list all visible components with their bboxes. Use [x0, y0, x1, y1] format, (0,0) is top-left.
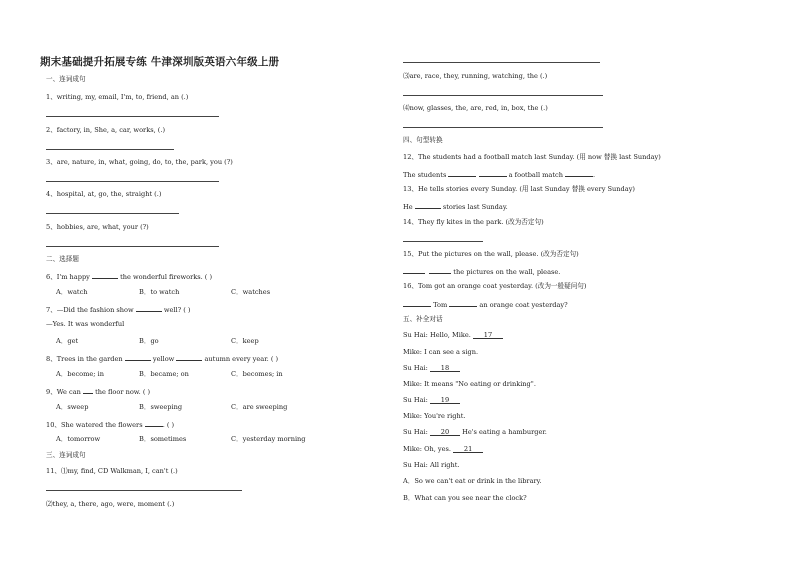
question-8: 8、Trees in the garden yellow autumn every year. ( )	[46, 355, 279, 363]
answer-line[interactable]	[46, 116, 219, 117]
dialog-line: Mike: Oh, yes. 21	[403, 445, 483, 454]
page-title: 期末基础提升拓展专练 牛津深圳版英语六年级上册	[40, 56, 280, 68]
answer-blank[interactable]	[83, 386, 93, 394]
dialog-line: Su Hai: 18	[403, 364, 460, 373]
answer-blank[interactable]	[92, 271, 118, 279]
question-10: 10、She watered the flowers . ( )	[46, 421, 175, 429]
answer-line[interactable]	[46, 181, 219, 182]
answer-blank[interactable]	[565, 169, 593, 177]
option-a[interactable]: A．watch	[56, 288, 88, 296]
question-1: 1、writing, my, email, I'm, to, friend, an (.)	[46, 93, 189, 101]
option-a[interactable]: A．get	[56, 337, 79, 345]
section-heading: 三、连词成句	[46, 451, 86, 459]
question-12-answer: The students a football match .	[403, 171, 596, 179]
answer-blank[interactable]	[429, 266, 451, 274]
question-5: 5、hobbies, are, what, your (?)	[46, 223, 149, 231]
question-12: 12、The students had a football match last Sunday. (用 now 替换 last Sunday)	[403, 153, 661, 161]
option-b[interactable]: B．to watch	[139, 288, 180, 296]
question-15: 15、Put the pictures on the wall, please. (改为否定句)	[403, 250, 579, 258]
option-b[interactable]: B．sweeping	[139, 403, 183, 411]
answer-line[interactable]	[403, 127, 603, 128]
dialog-line: Su Hai: Hello, Mike. 17	[403, 331, 503, 340]
section-heading: 五、补全对话	[403, 315, 443, 323]
option-b[interactable]: B．sometimes	[139, 435, 187, 443]
answer-blank[interactable]	[145, 419, 163, 427]
option-a[interactable]: A．tomorrow	[56, 435, 101, 443]
dialog-option-b[interactable]: B．What can you see near the clock?	[403, 494, 527, 502]
answer-line[interactable]	[46, 490, 242, 491]
section-heading: 四、句型转换	[403, 136, 443, 144]
question-13-answer: He stories last Sunday.	[403, 203, 508, 211]
dialog-line: Mike: It means "No eating or drinking".	[403, 380, 536, 388]
answer-blank[interactable]	[403, 266, 425, 274]
answer-line[interactable]	[403, 62, 600, 63]
answer-blank[interactable]	[125, 353, 151, 361]
answer-line[interactable]	[46, 149, 174, 150]
question-4: 4、hospital, at, go, the, straight (.)	[46, 190, 162, 198]
option-b[interactable]: B．go	[139, 337, 159, 345]
section-heading: 一、连词成句	[46, 75, 86, 83]
question-11-part-2: ⑵they, a, there, ago, were, moment (.)	[46, 500, 175, 508]
option-c[interactable]: C．watches	[231, 288, 271, 296]
question-2: 2、factory, in, She, a, car, works, (.)	[46, 126, 166, 134]
option-b[interactable]: B．became; on	[139, 370, 189, 378]
option-c[interactable]: C．becomes; in	[231, 370, 283, 378]
option-c[interactable]: C．yesterday morning	[231, 435, 306, 443]
answer-blank[interactable]	[448, 169, 476, 177]
answer-blank-17[interactable]: 17	[473, 331, 503, 339]
dialog-line: Mike: I can see a sign.	[403, 348, 479, 356]
answer-blank[interactable]	[449, 299, 477, 307]
question-16-answer: Tom an orange coat yesterday?	[403, 299, 568, 310]
question-9: 9、We can the floor now. ( )	[46, 388, 151, 396]
question-11-part-4: ⑷now, glasses, the, are, red, in, box, the (.)	[403, 104, 548, 112]
dialog-line: Su Hai: All right.	[403, 461, 460, 469]
dialog-line: Su Hai: 20 He's eating a hamburger.	[403, 428, 547, 436]
answer-line[interactable]	[46, 246, 219, 247]
question-7-response: —Yes. It was wonderful	[46, 320, 125, 328]
question-16: 16、Tom got an orange coat yesterday. (改为一般疑问句)	[403, 282, 587, 290]
answer-blank[interactable]	[403, 299, 431, 307]
dialog-option-a[interactable]: A．So we can't eat or drink in the library.	[403, 477, 542, 485]
question-3: 3、are, nature, in, what, going, do, to, the, park, you (?)	[46, 158, 233, 166]
question-11-part-1: 11、⑴my, find, CD Walkman, I, can't (.)	[46, 467, 178, 475]
answer-blank[interactable]	[415, 201, 441, 209]
answer-blank-21[interactable]: 21	[453, 445, 483, 453]
option-c[interactable]: C．keep	[231, 337, 259, 345]
dialog-line: Su Hai: 19	[403, 396, 460, 405]
question-14: 14、They fly kites in the park. (改为否定句)	[403, 218, 544, 226]
question-13: 13、He tells stories every Sunday. (用 last Sunday 替换 every Sunday)	[403, 185, 635, 193]
answer-line[interactable]	[403, 241, 483, 242]
answer-blank[interactable]	[136, 304, 162, 312]
answer-blank-20[interactable]: 20	[430, 428, 460, 436]
question-15-answer: the pictures on the wall, please.	[403, 266, 560, 277]
answer-blank-19[interactable]: 19	[430, 396, 460, 404]
answer-line[interactable]	[403, 95, 603, 96]
option-a[interactable]: A．sweep	[56, 403, 89, 411]
option-c[interactable]: C．are sweeping	[231, 403, 288, 411]
question-6: 6、I'm happy the wonderful fireworks. ( )	[46, 273, 213, 281]
dialog-line: Mike: You're right.	[403, 412, 466, 420]
answer-blank[interactable]	[479, 169, 507, 177]
section-heading: 二、选择题	[46, 255, 79, 263]
answer-line[interactable]	[46, 213, 179, 214]
answer-blank[interactable]	[176, 353, 202, 361]
answer-blank-18[interactable]: 18	[430, 364, 460, 372]
question-11-part-3: ⑶are, race, they, running, watching, the (.)	[403, 72, 548, 80]
option-a[interactable]: A．become; in	[56, 370, 104, 378]
question-7: 7、—Did the fashion show well? ( )	[46, 306, 191, 314]
